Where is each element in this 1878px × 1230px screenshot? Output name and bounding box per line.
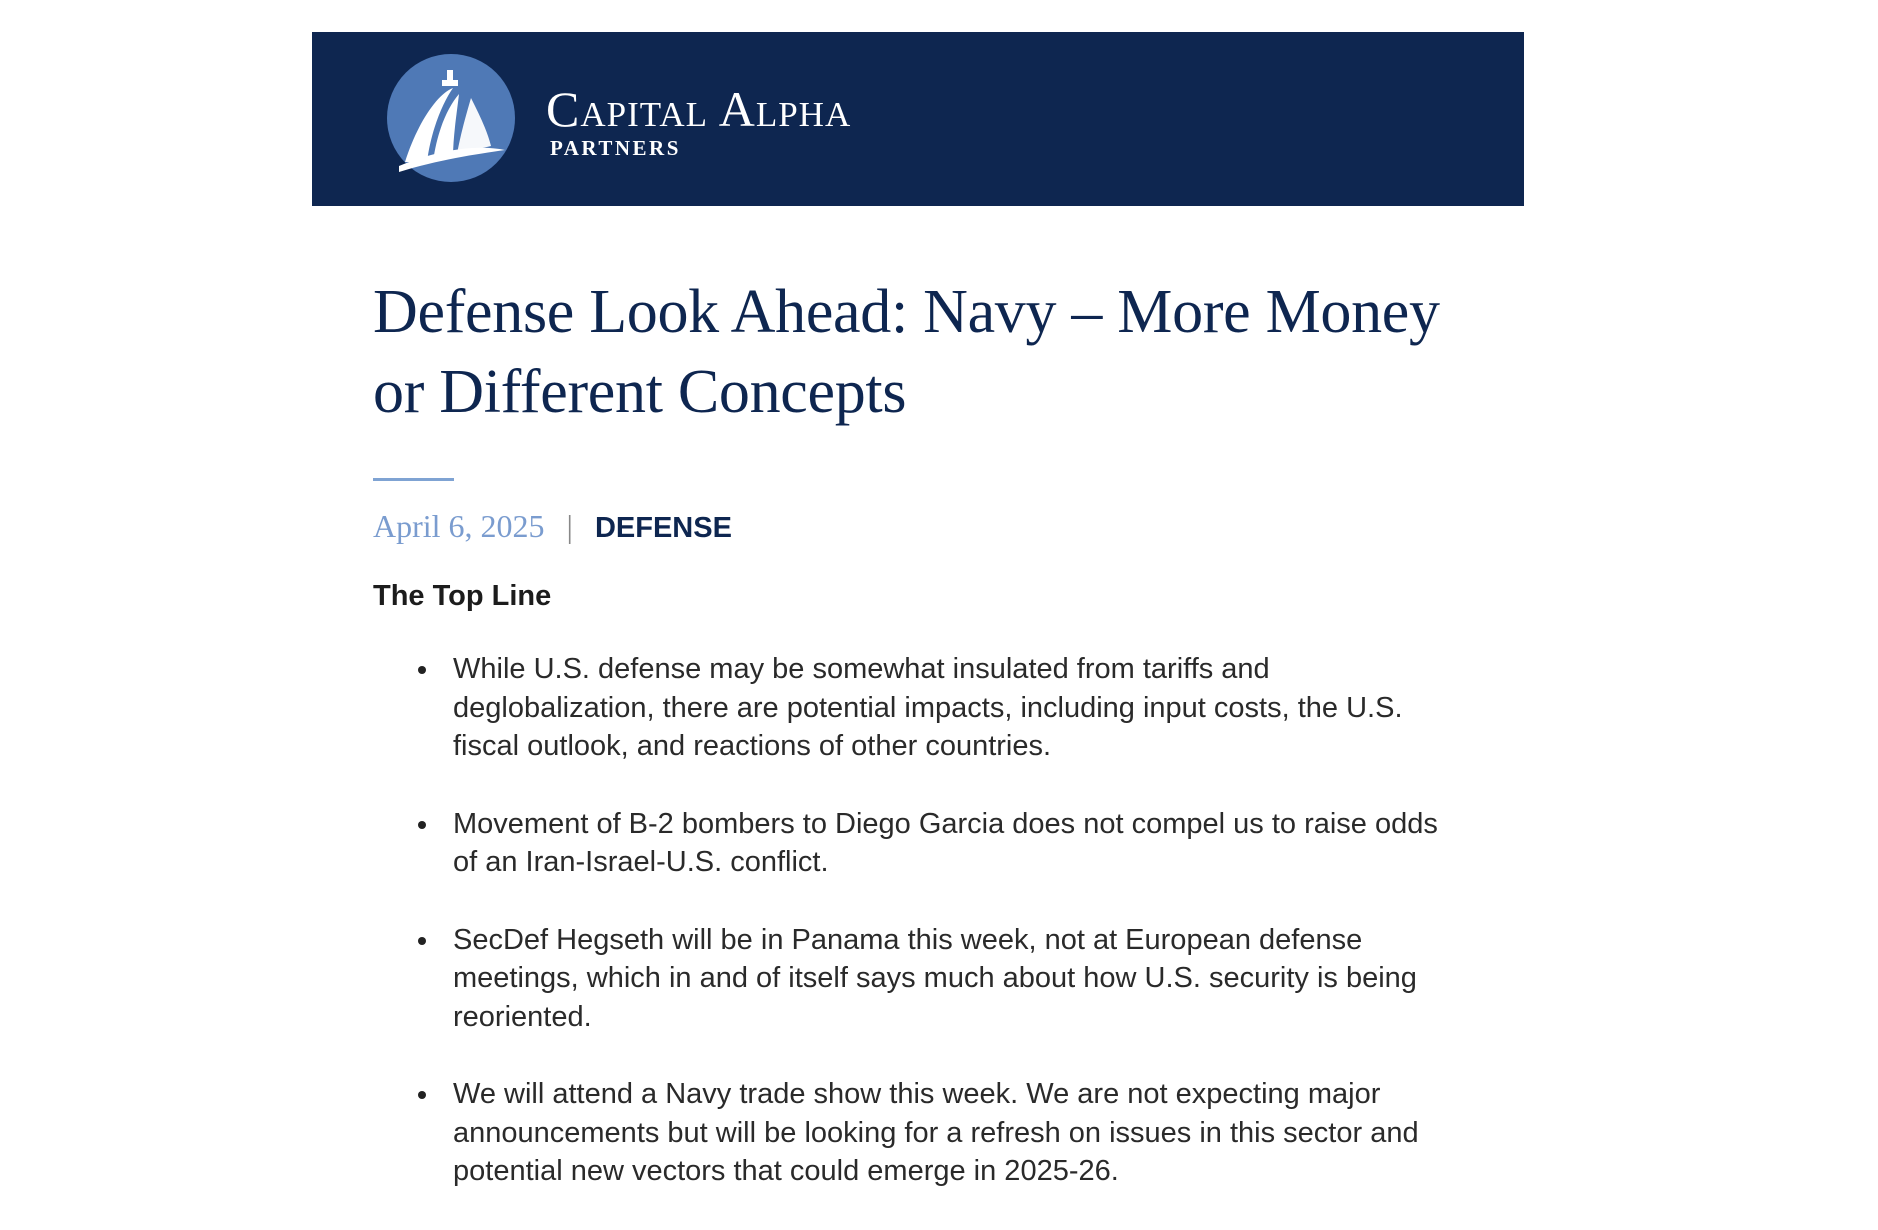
bullet-list [373,650,1503,1191]
section-heading: The Top Line [373,580,552,612]
brand-name: Capital Alpha [546,81,852,137]
header-banner [312,32,1524,206]
meta-separator: | [566,508,573,544]
brand-subtitle: PARTNERS [550,136,681,160]
list-item: Movement of B-2 bombers to Diego Garcia does not compel us to raise odds of an Iran-Israel-U.S. conflict. [373,805,1453,882]
list-item: While U.S. defense may be somewhat insulated from tariffs and deglobalization, there are potential impacts, including input costs, the U.S. fiscal outlook, and reactions of other countries. [373,650,1453,766]
article-meta [373,506,1503,548]
title-divider [373,478,454,481]
list-item: SecDef Hegseth will be in Panama this week, not at European defense meetings, which in and of itself says much about how U.S. security is being reoriented. [373,921,1453,1037]
article-title: Defense Look Ahead: Navy – More Money or Different Concepts [373,278,1440,426]
article-date: April 6, 2025 [373,508,545,544]
list-item: We will attend a Navy trade show this week. We are not expecting major announcements but will be looking for a refresh on issues in this sector and potential new vectors that could emerge in 2025-26. [373,1075,1453,1191]
capitol-dome-logo-icon [387,54,515,182]
article-category: DEFENSE [594,512,732,544]
article [373,272,1503,1230]
